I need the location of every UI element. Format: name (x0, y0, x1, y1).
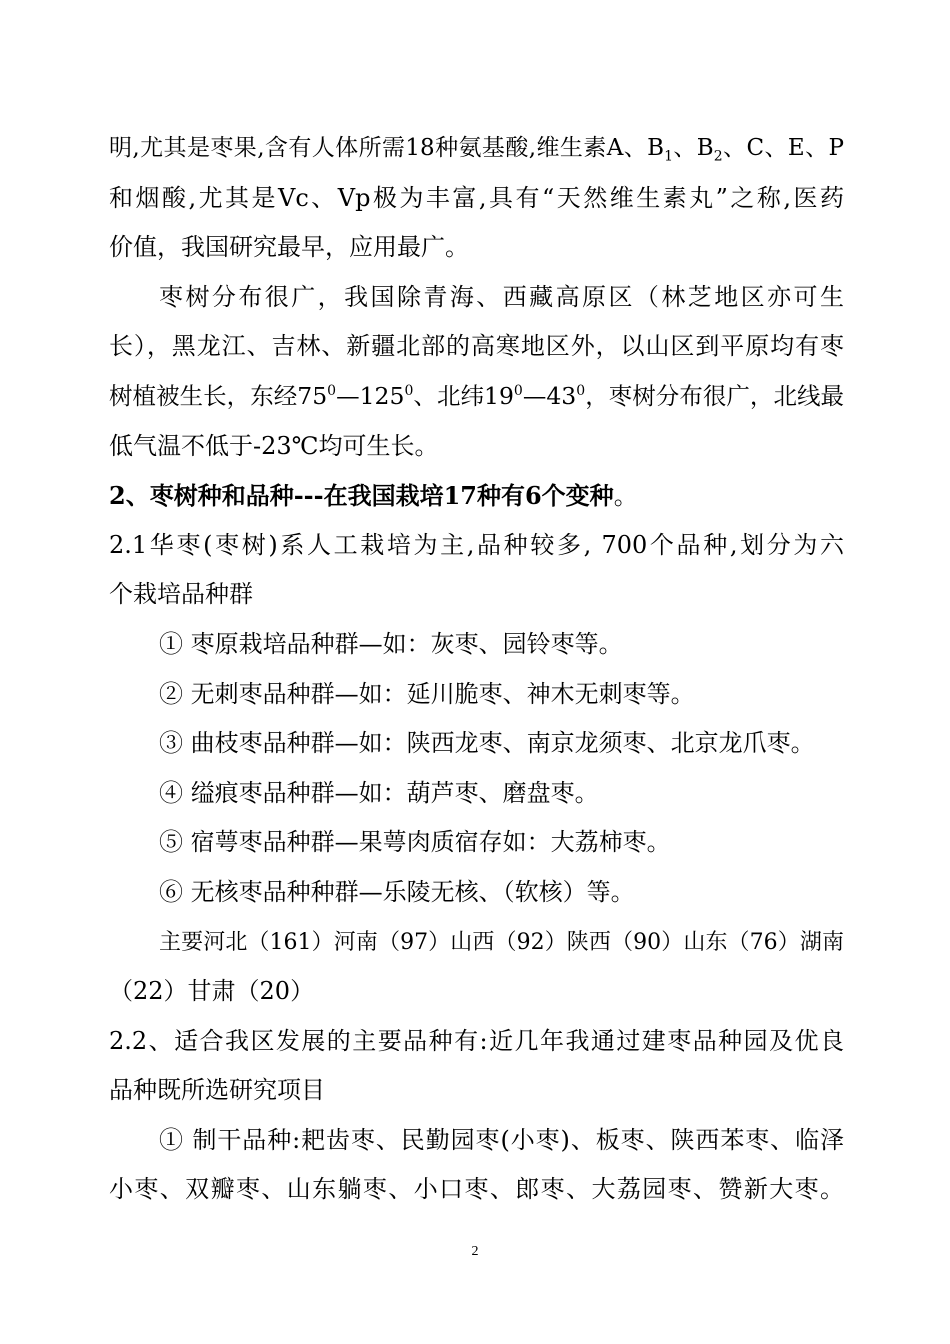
paragraph-line: 2.1华枣(枣树)系人工栽培为主,品种较多, 700个品种,划分为六 (109, 530, 844, 559)
paragraph-line (109, 124, 844, 174)
list-item: ③ 曲枝枣品种群—如：陕西龙枣、南京龙须枣、北京龙爪枣。 (159, 729, 815, 758)
paragraph-line: 枣树分布很广，我国除青海、西藏高原区（林芝地区亦可生 (159, 282, 844, 311)
paragraph-line: 个栽培品种群 (109, 580, 253, 609)
section-heading (109, 471, 844, 521)
list-item: ① 枣原栽培品种群—如：灰枣、园铃枣等。 (159, 629, 623, 658)
paragraph-line: 2.2、适合我区发展的主要品种有:近几年我通过建枣品种园及优良 (109, 1026, 844, 1055)
text-run: 、B (672, 135, 714, 161)
text-run: 树植被生长，东经75 (109, 381, 328, 410)
superscript: 0 (404, 383, 414, 400)
text-run: 、北纬19 (413, 381, 514, 410)
heading-text: 2、枣树种和品种---在我国栽培17种有6个变种 (109, 481, 614, 511)
text-run: ，枣树分布很广，北线最 (585, 381, 845, 410)
list-item: ⑥ 无核枣品种种群—乐陵无核、（软核）等。 (159, 877, 635, 906)
superscript: 0 (513, 383, 523, 400)
paragraph-line: 价值，我国研究最早，应用最广。 (109, 233, 469, 262)
list-item: ④ 缢痕枣品种群—如：葫芦枣、磨盘枣。 (159, 778, 599, 807)
text-run: —125 (336, 381, 405, 410)
list-item: ⑤ 宿萼枣品种群—果萼肉质宿存如：大荔柿枣。 (159, 828, 671, 857)
page-number: 2 (471, 1244, 479, 1259)
paragraph-line: 和烟酸,尤其是Vc、Vp极为丰富,具有“天然维生素丸”之称,医药 (109, 183, 844, 212)
heading-tail: 。 (613, 482, 638, 511)
text-run: 明,尤其是枣果,含有人体所需18种氨基酸,维生素A、B (109, 135, 665, 161)
subscript: 2 (713, 148, 723, 165)
paragraph-line: 小枣、双瓣枣、山东躺枣、小口枣、郎枣、大荔园枣、赞新大枣。 (109, 1175, 844, 1204)
paragraph-line: 主要河北（161）河南（97）山西（92）陕西（90）山东（76）湖南 (159, 929, 844, 955)
text-run: —43 (522, 381, 577, 410)
paragraph-line: ① 制干品种:耙齿枣、民勤园枣(小枣)、板枣、陕西苯枣、临泽 (159, 1125, 844, 1154)
paragraph-line (109, 372, 844, 422)
list-item: ② 无刺枣品种群—如：延川脆枣、神木无刺枣等。 (159, 679, 695, 708)
text-run: 、C、E、P (722, 135, 844, 161)
paragraph-line: 低气温不低于-23℃均可生长。 (109, 431, 439, 460)
paragraph-line: （22）甘肃（20） (109, 977, 315, 1006)
document-body (109, 124, 844, 1215)
superscript: 0 (576, 383, 586, 400)
superscript: 0 (327, 383, 337, 400)
paragraph-line: 品种既所选研究项目 (109, 1076, 325, 1105)
subscript: 1 (664, 148, 673, 165)
paragraph-line: 长），黑龙江、吉林、新疆北部的高寒地区外，以山区到平原均有枣 (109, 332, 844, 361)
